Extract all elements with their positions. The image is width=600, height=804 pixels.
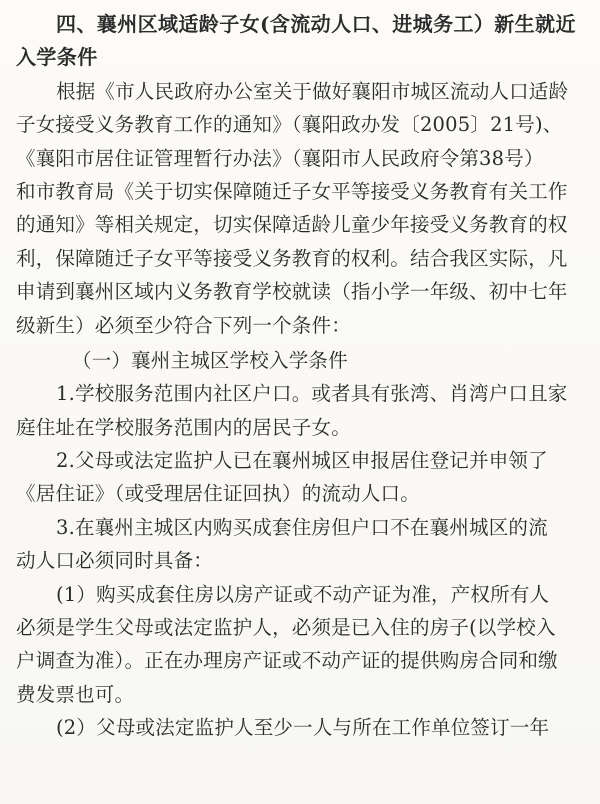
paragraph-line: 和市教育局《关于切实保障随迁子女平等接受义务教育有关工作: [16, 179, 568, 203]
condition-item-3: [16, 511, 580, 578]
paragraph-line: 《襄阳市居住证管理暂行办法》（襄阳市人民政府令第38号）: [16, 146, 544, 170]
heading-line: 四、襄州区域适龄子女(含流动人口、进城务工）新生就近: [56, 12, 576, 36]
paragraph-line: 庭住址在学校服务范围内的居民子女。: [16, 415, 351, 439]
condition-item-2: [16, 444, 580, 511]
paragraph-line: 户调查为准）。正在办理房产证或不动产证的提供购房合同和缴: [16, 649, 558, 673]
paragraph-line: 子女接受义务教育工作的通知》（襄阳政办发〔2005〕21号)、: [16, 113, 563, 137]
paragraph-line: 根据《市人民政府办公室关于做好襄阳市城区流动人口适龄: [56, 79, 569, 103]
paragraph-line: 1.学校服务范围内社区户口。或者具有张湾、肖湾户口且家: [56, 382, 568, 406]
paragraph-line: 必须是学生父母或法定监护人，必须是已入住的房子(以学校入: [16, 616, 556, 640]
subsection-title: （一）襄州主城区学校入学条件: [72, 348, 348, 372]
intro-paragraph: [16, 75, 580, 342]
paragraph-line: 3.在襄州主城区内购买成套住房但户口不在襄州城区的流: [56, 515, 548, 539]
heading-line: 入学条件: [16, 45, 98, 70]
paragraph-line: 动人口必须同时具备：: [16, 549, 214, 573]
condition-subitem-2: [16, 711, 580, 744]
paragraph-line: (2）父母或法定监护人至少一人与所在工作单位签订一年: [56, 716, 550, 740]
paragraph-line: 申请到襄州区域内义务教育学校就读（指小学一年级、初中七年: [16, 280, 568, 304]
section-heading: [16, 8, 580, 75]
condition-subitem-1: [16, 578, 580, 712]
paragraph-line: (1）购买成套住房以房产证或不动产证为准，产权所有人: [56, 582, 550, 606]
paragraph-line: 2.父母或法定监护人已在襄州城区申报居住登记并申领了: [56, 449, 548, 473]
paragraph-line: 《居住证》（或受理居住证回执）的流动人口。: [16, 482, 420, 506]
paragraph-line: 利，保障随迁子女平等接受义务教育的权利。结合我区实际，凡: [16, 246, 568, 270]
paragraph-line: 级新生）必须至少符合下列一个条件：: [16, 313, 351, 337]
paragraph-line: 的通知》等相关规定，切实保障适龄儿童少年接受义务教育的权: [16, 213, 568, 237]
paragraph-line: 费发票也可。: [16, 682, 135, 706]
condition-item-1: [16, 377, 580, 444]
